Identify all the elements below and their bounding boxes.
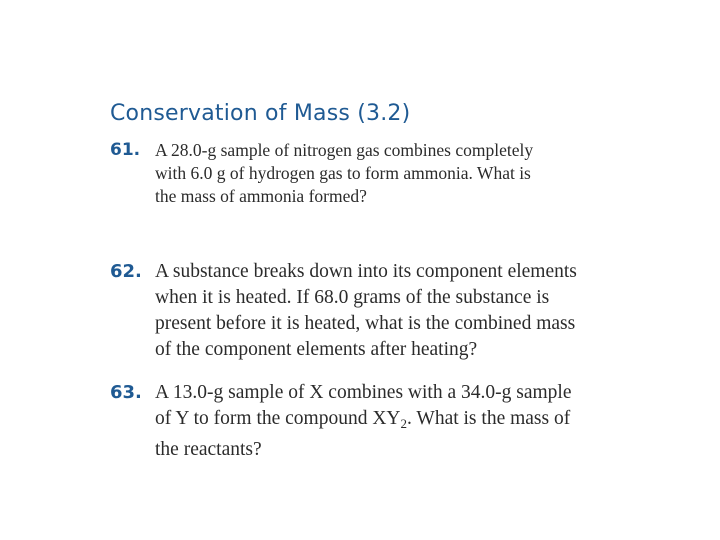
problem-line: the mass of ammonia formed?	[155, 186, 367, 206]
problem-text	[155, 380, 675, 463]
problem-line: of the component elements after heating?	[155, 339, 478, 360]
problem-line: A 28.0-g sample of nitrogen gas combines completely	[155, 140, 534, 160]
problem-line-tail: . What is the mass of	[407, 408, 571, 429]
problem-number: 63.	[110, 382, 142, 403]
problem-number: 61.	[110, 140, 141, 160]
problem-line: present before it is heated, what is the combined mass	[155, 313, 576, 334]
problem-line: when it is heated. If 68.0 grams of the substance is	[155, 287, 550, 308]
problem-text	[155, 259, 675, 363]
problem-line	[155, 406, 675, 437]
formula-subscript: 2	[400, 416, 408, 431]
problem-line: the reactants?	[155, 439, 262, 460]
problem-number: 62.	[110, 261, 142, 282]
formula-text: of Y to form the compound XY	[155, 408, 401, 429]
problem-line: A 13.0-g sample of X combines with a 34.0-g sample	[155, 382, 572, 403]
section-title: Conservation of Mass (3.2)	[110, 101, 411, 126]
problem-text	[155, 139, 675, 208]
problem-line: with 6.0 g of hydrogen gas to form ammonia. What is	[155, 163, 531, 183]
problem-line: A substance breaks down into its component elements	[155, 261, 577, 282]
